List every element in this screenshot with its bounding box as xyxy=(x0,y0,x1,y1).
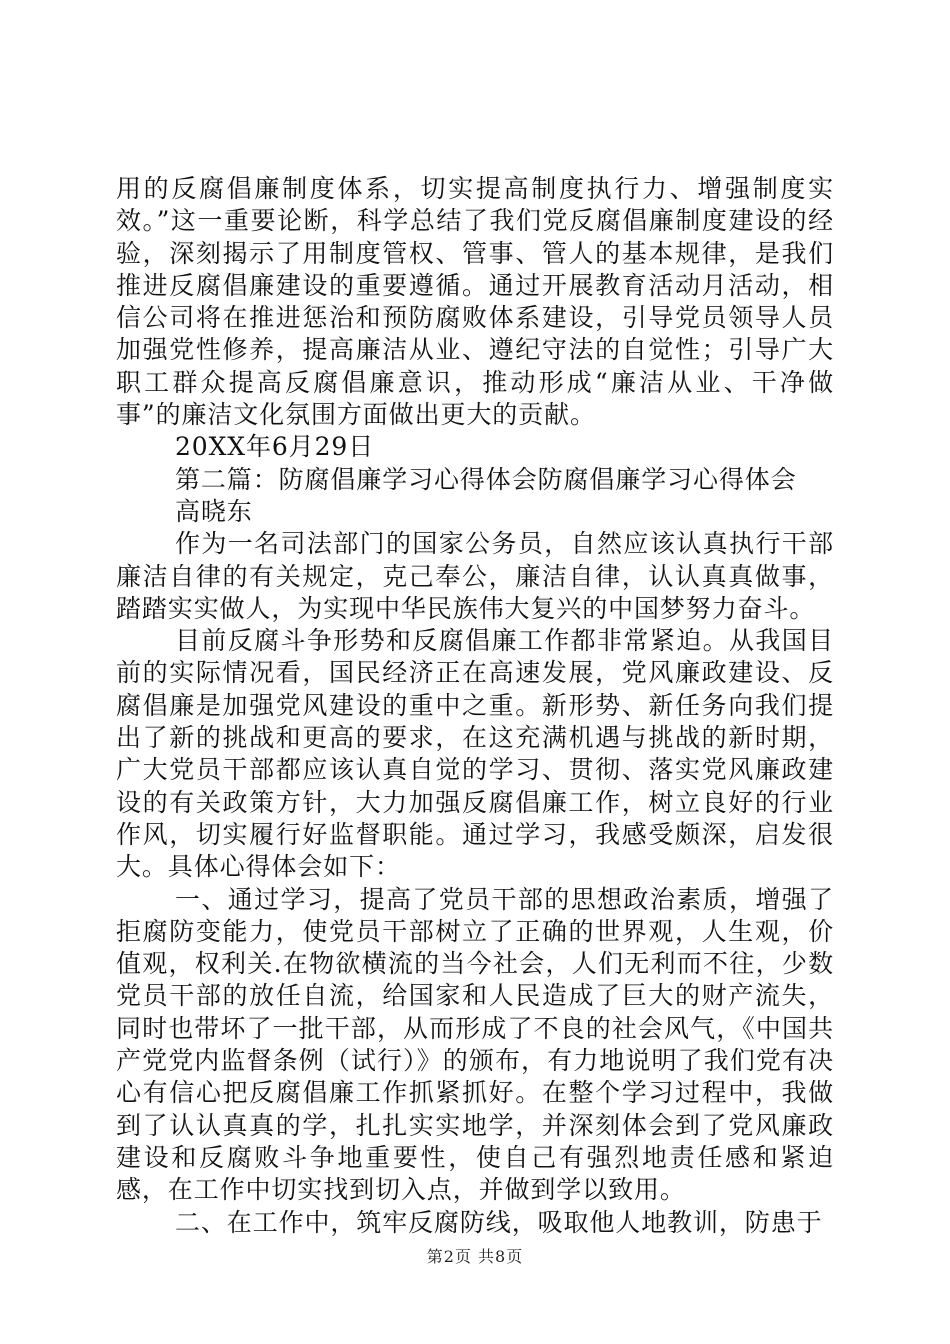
section-title: 第二篇：防腐倡廉学习心得体会防腐倡廉学习心得体会 xyxy=(175,464,797,494)
paragraph-1: 用的反腐倡廉制度体系，切实提高制度执行力、增强制度实效。”这一重要论断，科学总结了我们党反腐倡廉制度建设的经验，深刻揭示了用制度管权、管事、管人的基本规律，是我们推进反腐倡廉建设的重要遵循。通过开展教育活动月活动，相信公司将在推进惩治和预防腐败体系建设，引导党员领导人员加强党性修养，提高廉洁从业、遵纪守法的自觉性；引导广大职工群众提高反腐倡廉意识，推动形成“廉洁从业、干净做事”的廉洁文化氛围方面做出更大的贡献。 xyxy=(116,174,834,430)
paragraph-4: 一、通过学习，提高了党员干部的思想政治素质，增强了拒腐防变能力，使党员干部树立了正确的世界观，人生观，价值观，权利关.在物欲横流的当今社会，人们无利而不往，少数党员干部的放任自流，给国家和人民造成了巨大的财产流失，同时也带坏了一批干部，从而形成了不良的社会风气，《中国共产党党内监督条例（试行）》的颁布，有力地说明了我们党有决心有信心把反腐倡廉工作抓紧抓好。在整个学习过程中，我做到了认认真真的学，扎扎实实地学，并深刻体会到了党风廉政建设和反腐败斗争地重要性，使自己有强烈地责任感和紧迫感，在工作中切实找到切入点，并做到学以致用。 xyxy=(116,884,834,1205)
page-number-footer: 第2页 共8页 xyxy=(426,1247,524,1266)
date-line: 20XX年6月29日 xyxy=(175,432,375,462)
paragraph-3: 目前反腐斗争形势和反腐倡廉工作都非常紧迫。从我国目前的实际情况看，国民经济正在高速发展，党风廉政建设、反腐倡廉是加强党风建设的重中之重。新形势、新任务向我们提出了新的挑战和更高的要求，在这充满机遇与挑战的新时期，广大党员干部都应该认真自觉的学习、贯彻、落实党风廉政建设的有关政策方针，大力加强反腐倡廉工作，树立良好的行业作风，切实履行好监督职能。通过学习，我感受颇深，启发很大。具体心得体会如下： xyxy=(116,626,834,882)
author-name: 高晓东 xyxy=(175,496,253,526)
paragraph-5: 二、在工作中，筑牢反腐防线，吸取他人地教训，防患于 xyxy=(175,1207,823,1237)
document-body xyxy=(116,173,834,1239)
paragraph-2: 作为一名司法部门的国家公务员，自然应该认真执行干部廉洁自律的有关规定，克己奉公，廉洁自律，认认真真做事，踏踏实实做人，为实现中华民族伟大复兴的中国梦努力奋斗。 xyxy=(116,529,834,623)
